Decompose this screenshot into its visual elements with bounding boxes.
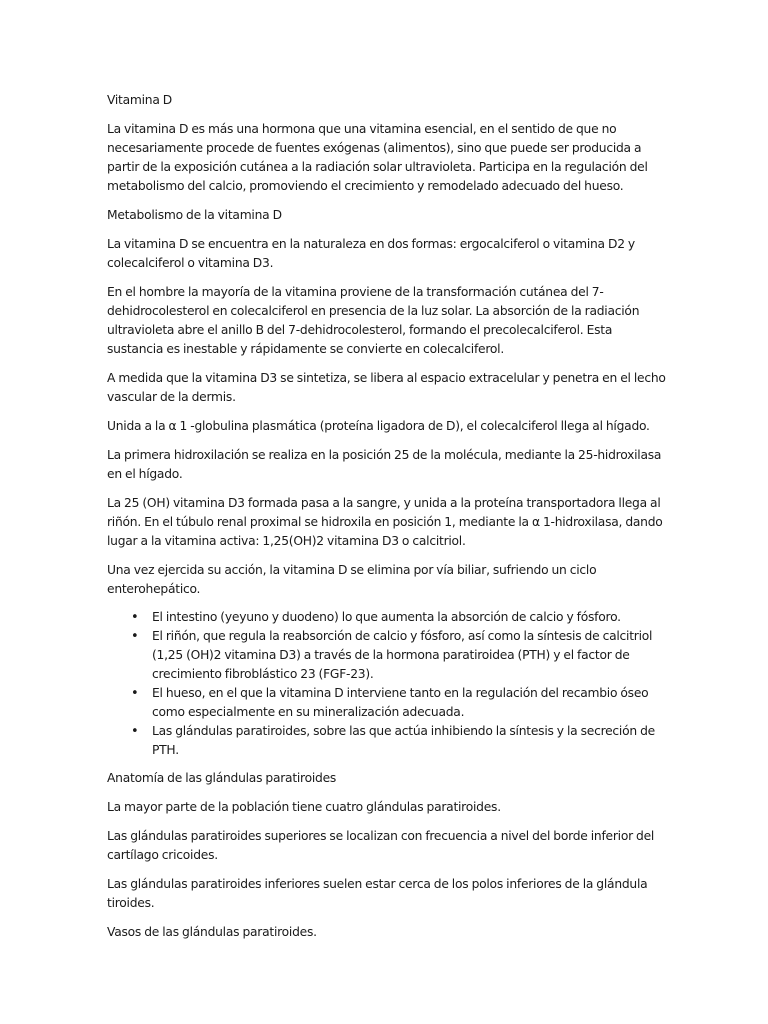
paragraph: Metabolismo de la vitamina D xyxy=(107,208,282,222)
bullet-icon: • xyxy=(131,629,139,644)
list-item-text: Las glándulas paratiroides, sobre las que actúa inhibiendo la síntesis y la secreción de PTH. xyxy=(152,724,655,757)
list-item-text: El riñón, que regula la reabsorción de calcio y fósforo, así como la síntesis de calcitriol (1,25 (OH)2 vitamina D3) a través de la hormona paratiroidea (PTH) y el factor de crecimiento fibroblástico 23 (FGF-23). xyxy=(152,629,653,681)
paragraph: La vitamina D es más una hormona que una vitamina esencial, en el sentido de que no necesariamente procede de fuentes exógenas (alimentos), sino que puede ser producida a partir de la exposición cutánea a la radiación solar ultravioleta. Participa en la regulación del metabolismo del calcio, promoviendo el crecimiento y remodelado adecuado del hueso. xyxy=(107,122,648,193)
paragraph: La mayor parte de la población tiene cuatro glándulas paratiroides. xyxy=(107,800,501,814)
list-item xyxy=(131,684,668,722)
list-item-text: El hueso, en el que la vitamina D interviene tanto en la regulación del recambio óseo como especialmente en su mineralización adecuada. xyxy=(152,686,649,719)
paragraph: A medida que la vitamina D3 se sintetiza, se libera al espacio extracelular y penetra en el lecho vascular de la dermis. xyxy=(107,371,666,404)
paragraph: Una vez ejercida su acción, la vitamina D se elimina por vía biliar, sufriendo un ciclo enterohepático. xyxy=(107,563,597,596)
paragraph: La vitamina D se encuentra en la naturaleza en dos formas: ergocalciferol o vitamina D2 y colecalciferol o vitamina D3. xyxy=(107,237,635,270)
paragraph: En el hombre la mayoría de la vitamina proviene de la transformación cutánea del 7-dehidrocolesterol en colecalciferol en presencia de la luz solar. La absorción de la radiación ultravioleta abre el anillo B del 7-dehidrocolesterol, formando el precolecalciferol. Esta sustancia es inestable y rápidamente se convierte en colecalciferol. xyxy=(107,285,640,356)
list-item xyxy=(131,627,668,684)
bullet-icon: • xyxy=(131,724,139,739)
document-body xyxy=(107,91,668,942)
paragraph: Unida a la α 1 -globulina plasmática (proteína ligadora de D), el colecalciferol llega al hígado. xyxy=(107,419,650,433)
bullet-list xyxy=(107,608,668,760)
bullet-icon: • xyxy=(131,686,139,701)
document-title: Vitamina D xyxy=(107,93,173,107)
paragraph: Las glándulas paratiroides inferiores suelen estar cerca de los polos inferiores de la glándula tiroides. xyxy=(107,877,648,910)
paragraph: Anatomía de las glándulas paratiroides xyxy=(107,771,337,785)
list-item xyxy=(131,722,668,760)
paragraph: Las glándulas paratiroides superiores se localizan con frecuencia a nivel del borde inferior del cartílago cricoides. xyxy=(107,829,655,862)
list-item-text: El intestino (yeyuno y duodeno) lo que aumenta la absorción de calcio y fósforo. xyxy=(152,610,621,624)
bullet-icon: • xyxy=(131,610,139,625)
paragraph: Vasos de las glándulas paratiroides. xyxy=(107,925,317,939)
paragraph: La 25 (OH) vitamina D3 formada pasa a la sangre, y unida a la proteína transportadora llega al riñón. En el túbulo renal proximal se hidroxila en posición 1, mediante la α 1-hidroxilasa, dando lugar a la vitamina activa: 1,25(OH)2 vitamina D3 o calcitriol. xyxy=(107,496,663,548)
paragraph: La primera hidroxilación se realiza en la posición 25 de la molécula, mediante la 25-hidroxilasa en el hígado. xyxy=(107,448,662,481)
list-item xyxy=(131,608,668,627)
